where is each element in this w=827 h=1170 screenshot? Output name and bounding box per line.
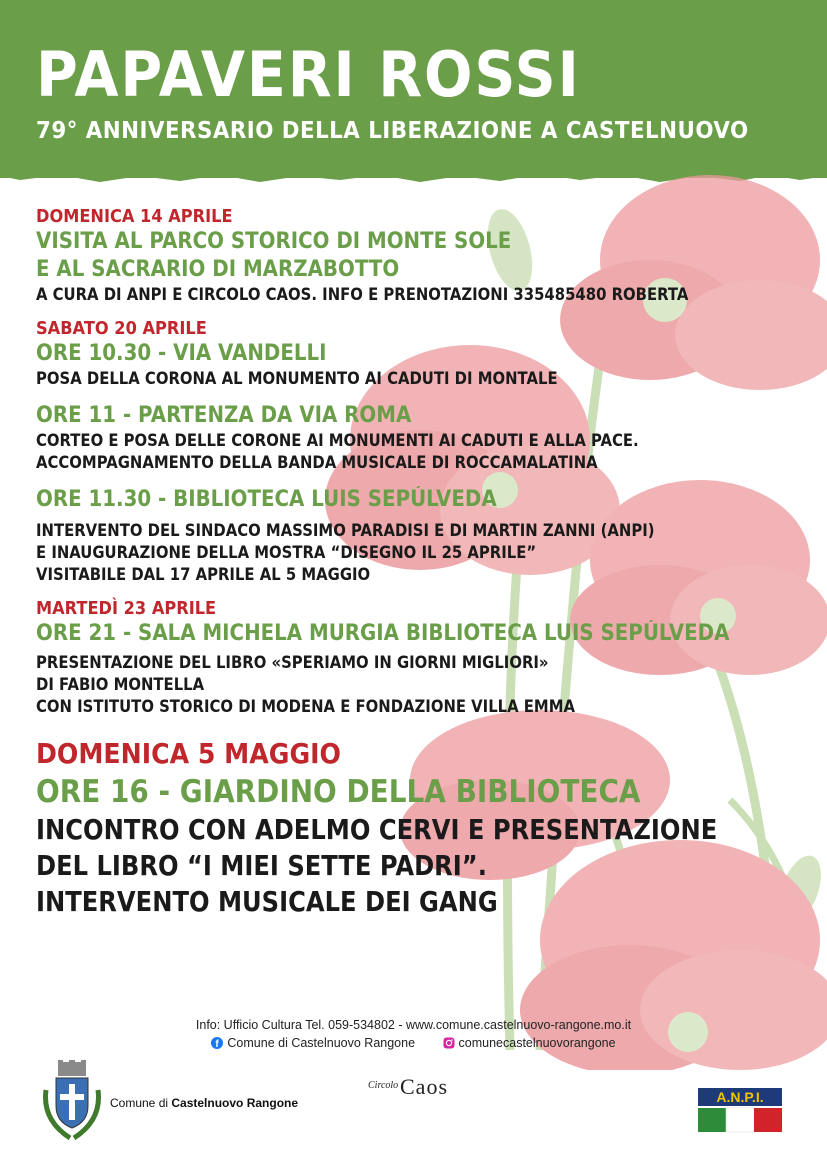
event-description: A CURA DI ANPI E CIRCOLO CAOS. INFO E PRENOTAZIONI 335485480 ROBERTA [36,285,689,304]
event-description: DEL LIBRO “I MIEI SETTE PADRI”. [36,850,487,882]
event-date: DOMENICA 14 APRILE [36,206,233,227]
comune-label [110,1096,298,1110]
page-subtitle: 79° ANNIVERSARIO DELLA LIBERAZIONE A CASTELNUOVO [36,118,749,144]
svg-text:f: f [215,1039,220,1049]
facebook-link[interactable] [211,1036,415,1050]
event-title: E AL SACRARIO DI MARZABOTTO [36,257,400,282]
event-description: CORTEO E POSA DELLE CORONE AI MONUMENTI AI CADUTI E ALLA PACE. [36,431,639,450]
facebook-label: Comune di Castelnuovo Rangone [227,1036,416,1050]
comune-crest-icon [40,1060,104,1142]
anpi-logo-icon [696,1078,784,1142]
caos-logo-text: Caos [400,1074,448,1099]
instagram-icon [443,1037,455,1049]
event-description: DI FABIO MONTELLA [36,675,205,694]
event-description: INTERVENTO MUSICALE DEI GANG [36,886,498,918]
event-title: ORE 16 - GIARDINO DELLA BIBLIOTECA [36,774,641,810]
comune-prefix: Comune di [110,1096,169,1110]
event-title: ORE 21 - SALA MICHELA MURGIA BIBLIOTECA LUIS SEPÚLVEDA [36,621,730,646]
contact-info: Info: Ufficio Cultura Tel. 059-534802 - www.comune.castelnuovo-rangone.mo.it [195,1018,632,1032]
event-title: VISITA AL PARCO STORICO DI MONTE SOLE [36,229,512,254]
event-title: ORE 10.30 - VIA VANDELLI [36,341,327,366]
event-description: PRESENTAZIONE DEL LIBRO «SPERIAMO IN GIORNI MIGLIORI» [36,653,549,672]
event-description: CON ISTITUTO STORICO DI MODENA E FONDAZIONE VILLA EMMA [36,697,575,716]
instagram-link[interactable] [443,1036,616,1050]
event-date: SABATO 20 APRILE [36,318,207,339]
event-date: DOMENICA 5 MAGGIO [36,737,341,770]
header-banner [0,0,827,178]
events-list [36,206,816,920]
event-description: INTERVENTO DEL SINDACO MASSIMO PARADISI E DI MARTIN ZANNI (ANPI) [36,521,655,540]
event-date: MARTEDÌ 23 APRILE [36,598,217,619]
instagram-label: comunecastelnuovorangone [458,1036,616,1050]
facebook-icon [211,1037,223,1049]
event-description: INCONTRO CON ADELMO CERVI E PRESENTAZIONE [36,814,718,846]
event-title: ORE 11 - PARTENZA DA VIA ROMA [36,403,412,428]
page-title: PAPAVERI ROSSI [36,38,581,111]
event-description: E INAUGURAZIONE DELLA MOSTRA “DISEGNO IL 25 APRILE” [36,543,537,562]
event-description: ACCOMPAGNAMENTO DELLA BANDA MUSICALE DI ROCCAMALATINA [36,453,598,472]
anpi-logo-text: A.N.P.I. [716,1089,764,1105]
event-title: ORE 11.30 - BIBLIOTECA LUIS SEPÚLVEDA [36,487,497,512]
caos-logo-small-text: Circolo [368,1080,399,1091]
event-description: POSA DELLA CORONA AL MONUMENTO AI CADUTI DI MONTALE [36,369,558,388]
comune-name: Castelnuovo Rangone [171,1096,299,1110]
social-links [0,1036,827,1052]
event-description: VISITABILE DAL 17 APRILE AL 5 MAGGIO [36,565,371,584]
